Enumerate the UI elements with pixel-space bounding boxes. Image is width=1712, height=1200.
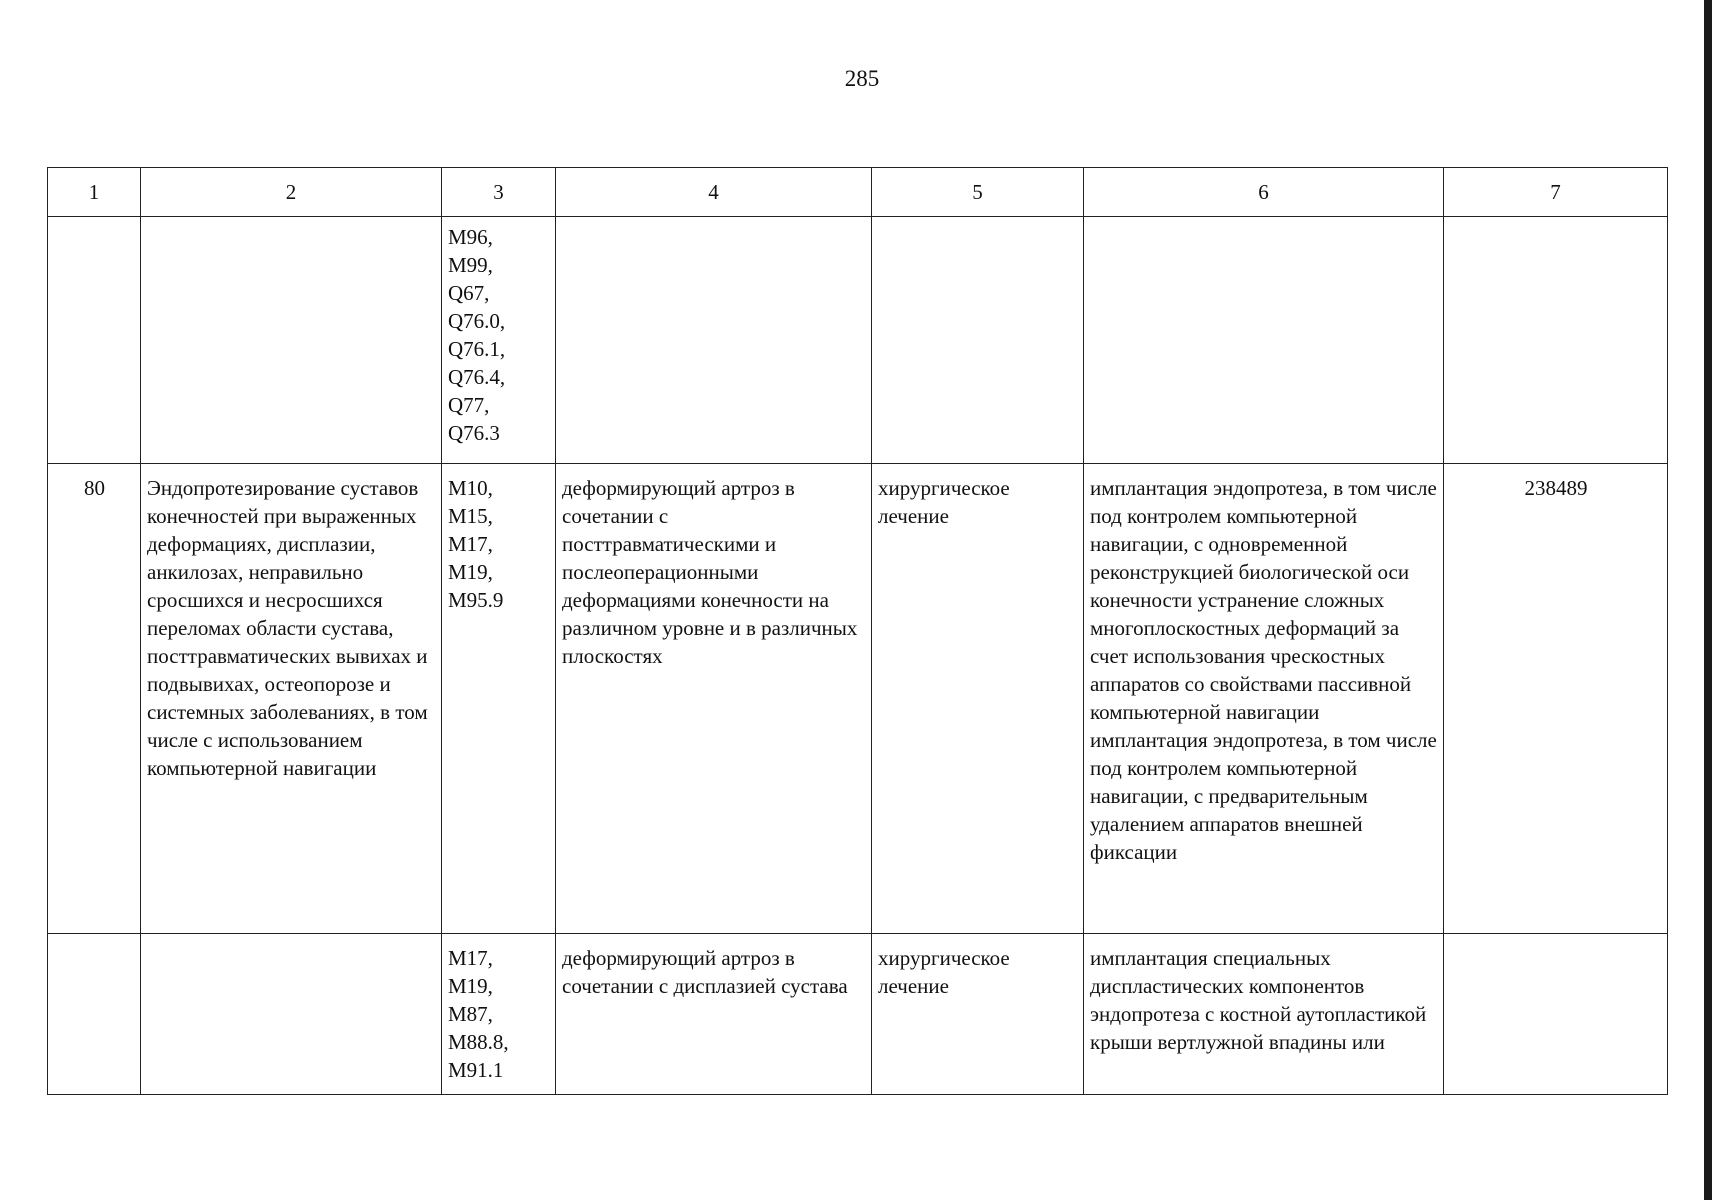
treatment-type-cell: хирургическое лечение [872,934,1084,1095]
column-number-7: 7 [1444,168,1668,217]
column-number-3: 3 [442,168,556,217]
treatment-method-cell [1084,217,1444,464]
column-number-2: 2 [141,168,442,217]
treatment-method-cell: имплантация эндопротеза, в том числе под контролем компьютерной навигации, с одновременной реконструкцией биологической оси конечности устранение сложных многоплоскостных деформаций за счет использования чрескостных аппаратов со свойствами пассивной компьютерной навигации имплантация эндопротеза, в том числе под контролем компьютерной навигации, с предварительным удалением аппаратов внешней фиксации [1084,464,1444,934]
icd-codes-cell: M17, M19, M87, M88.8, M91.1 [442,934,556,1095]
patient-model-cell: деформирующий артроз в сочетании с дисплазией сустава [556,934,872,1095]
treatment-type-cell: хирургическое лечение [872,464,1084,934]
table-row [48,217,1668,464]
page-number: 285 [844,66,880,91]
cost-cell [1444,934,1668,1095]
column-number-row [48,168,1668,217]
row-number-cell [48,217,141,464]
column-number-6: 6 [1084,168,1444,217]
cost-cell [1444,217,1668,464]
row-number-cell: 80 [48,464,141,934]
service-name-cell: Эндопротезирование суставов конечностей при выраженных деформациях, дисплазии, анкилозах, неправильно сросшихся и несросшихся переломах области сустава, посттравматических вывихах и подвывихах, остеопорозе и системных заболеваниях, в том числе с использованием компьютерной навигации [141,464,442,934]
column-number-1: 1 [48,168,141,217]
cost-cell: 238489 [1444,464,1668,934]
patient-model-cell: деформирующий артроз в сочетании с посттравматическими и послеоперационными деформациями конечности на различном уровне и в различных плоскостях [556,464,872,934]
service-name-cell [141,217,442,464]
table-row [48,934,1668,1095]
treatment-method-cell: имплантация специальных диспластических компонентов эндопротеза с костной аутопластикой крыши вертлужной впадины или [1084,934,1444,1095]
services-table [47,167,1668,1095]
icd-codes-cell: M96, M99, Q67, Q76.0, Q76.1, Q76.4, Q77, Q76.3 [442,217,556,464]
row-number-cell [48,934,141,1095]
column-number-5: 5 [872,168,1084,217]
patient-model-cell [556,217,872,464]
table-row [48,464,1668,934]
service-name-cell [141,934,442,1095]
icd-codes-cell: M10, M15, M17, M19, M95.9 [442,464,556,934]
scan-edge [1704,0,1712,1200]
treatment-type-cell [872,217,1084,464]
column-number-4: 4 [556,168,872,217]
